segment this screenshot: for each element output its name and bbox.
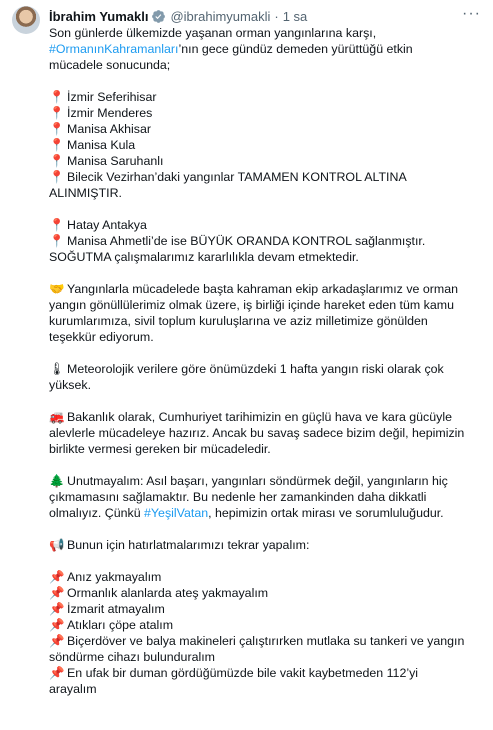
- rules-list: [49, 569, 485, 697]
- list-item-continuation: söndürme cihazı bulunduralım: [49, 650, 215, 664]
- list-item-text: Manisa Saruhanlı: [67, 154, 164, 168]
- list-item-text: Biçerdöver ve balya makineleri çalıştırırken mutlaka su tankeri ve yangın: [67, 634, 465, 648]
- handshake-icon: 🤝: [49, 282, 65, 296]
- list-item: [49, 89, 485, 105]
- intro-paragraph: [49, 25, 485, 73]
- tweet-text: [49, 25, 485, 697]
- reminder-paragraph: [49, 537, 485, 553]
- intro-line: Son günlerde ülkemizde yaşanan orman yangınlarına karşı,: [49, 26, 377, 40]
- reminder-line: [49, 537, 485, 553]
- ministry-line: birlikte vermesi gereken bir mücadeledir.: [49, 442, 271, 456]
- list-item: [49, 169, 485, 185]
- thanks-line: yangın gönüllülerimiz olmak üzere, iş birliği içinde hareket eden tüm kamu: [49, 298, 454, 312]
- thanks-line: kurumlarımıza, sivil toplum kuruluşlarına ve aziz milletimize gönülden: [49, 314, 428, 328]
- megaphone-icon: 📢: [49, 538, 65, 552]
- forecast-line: yüksek.: [49, 378, 92, 392]
- ministry-line: [49, 409, 485, 425]
- pushpin-icon: 📌: [49, 602, 65, 616]
- thanks-line: [49, 281, 485, 297]
- list-item-text: İzmir Seferihisar: [67, 90, 157, 104]
- author-avatar[interactable]: [12, 6, 40, 34]
- list-item-text: Bilecik Vezirhan’daki yangınlar TAMAMEN KONTROL ALTINA: [67, 170, 407, 184]
- ministry-text: Bakanlık olarak, Cumhuriyet tarihimizin en güçlü hava ve kara gücüyle: [67, 410, 452, 424]
- forecast-text: Meteorolojik verilere göre önümüzdeki 1 hafta yangın riski olarak çok: [67, 362, 444, 376]
- thermometer-icon: 🌡: [49, 362, 65, 376]
- thanks-paragraph: [49, 281, 485, 345]
- tweet-timestamp[interactable]: 1 sa: [282, 8, 308, 24]
- list-item: [49, 601, 485, 617]
- reminder-text: Bunun için hatırlatmalarımızı tekrar yapalım:: [67, 538, 310, 552]
- list-item: [49, 233, 485, 249]
- list-item: [49, 633, 485, 649]
- pin-icon: 📍: [49, 170, 65, 184]
- list-item: [49, 137, 485, 153]
- largely-controlled-list: [49, 217, 485, 265]
- list-item-text: İzmir Menderes: [67, 106, 153, 120]
- list-item: [49, 585, 485, 601]
- more-options-icon[interactable]: ···: [462, 5, 481, 22]
- pushpin-icon: 📌: [49, 618, 65, 632]
- remember-text: olmalıyız. Çünkü: [49, 506, 145, 520]
- list-item-continuation: arayalım: [49, 682, 97, 696]
- thanks-text: Yangınlarla mücadelede başta kahraman ekip arkadaşlarımız ve orman: [67, 282, 458, 296]
- list-item-text: Hatay Antakya: [67, 218, 147, 232]
- pin-icon: 📍: [49, 234, 65, 248]
- ministry-paragraph: [49, 409, 485, 457]
- pushpin-icon: 📌: [49, 586, 65, 600]
- verified-badge-icon: [151, 9, 166, 24]
- pin-icon: 📍: [49, 138, 65, 152]
- pin-icon: 📍: [49, 154, 65, 168]
- author-name[interactable]: İbrahim Yumaklı: [49, 8, 149, 24]
- hashtag-link-yesilvatan[interactable]: #YeşilVatan: [144, 506, 209, 520]
- list-item-text: Anız yakmayalım: [67, 570, 162, 584]
- remember-line: [49, 505, 485, 521]
- author-handle[interactable]: @ibrahimyumakli: [170, 8, 271, 24]
- list-item: [49, 665, 485, 681]
- pushpin-icon: 📌: [49, 634, 65, 648]
- forecast-line: [49, 361, 485, 377]
- fire-engine-icon: 🚒: [49, 410, 65, 424]
- remember-text: Unutmayalım: Asıl başarı, yangınları söndürmek değil, yangınların hiç: [67, 474, 448, 488]
- list-item-text: Manisa Akhisar: [67, 122, 152, 136]
- tree-icon: 🌲: [49, 474, 65, 488]
- list-item: [49, 217, 485, 233]
- pushpin-icon: 📌: [49, 666, 65, 680]
- pin-icon: 📍: [49, 218, 65, 232]
- list-item: [49, 617, 485, 633]
- list-item: [49, 153, 485, 169]
- intro-line-rest: ’nın gece gündüz demeden yürüttüğü etkin: [178, 42, 413, 56]
- list-item: [49, 121, 485, 137]
- remember-paragraph: [49, 473, 485, 521]
- cooling-line: SOĞUTMA çalışmalarımız kararlılıkla devam etmektedir.: [49, 250, 359, 264]
- tweet-header: [49, 7, 481, 25]
- list-item-text: Atıkları çöpe atalım: [67, 618, 174, 632]
- separator-dot: ·: [274, 8, 279, 24]
- forecast-paragraph: [49, 361, 485, 393]
- remember-line: çıkmamasını sağlamaktır. Bu nedenle her zamankinden daha dikkatli: [49, 490, 427, 504]
- remember-text: , hepimizin ortak mirası ve sorumluluğudur.: [208, 506, 444, 520]
- list-item-text: İzmarit atmayalım: [67, 602, 165, 616]
- list-item: [49, 569, 485, 585]
- pin-icon: 📍: [49, 106, 65, 120]
- list-item-continuation: ALINMIŞTIR.: [49, 186, 122, 200]
- list-item-text: Ormanlık alanlarda ateş yakmayalım: [67, 586, 269, 600]
- hashtag-link-orman[interactable]: #OrmanınKahramanları: [49, 42, 179, 56]
- controlled-list: [49, 89, 485, 201]
- remember-line: [49, 473, 485, 489]
- pin-icon: 📍: [49, 90, 65, 104]
- pin-icon: 📍: [49, 122, 65, 136]
- ministry-line: alevlerle mücadeleye hazırız. Ancak bu savaş sadece bizim değil, hepimizin: [49, 426, 465, 440]
- list-item-text: Manisa Kula: [67, 138, 136, 152]
- intro-line: [49, 41, 485, 57]
- list-item-text: En ufak bir duman gördüğümüzde bile vakit kaybetmeden 112’yi: [67, 666, 419, 680]
- intro-line: mücadele sonucunda;: [49, 58, 171, 72]
- thanks-line: teşekkür ediyorum.: [49, 330, 154, 344]
- list-item-text: Manisa Ahmetli’de ise BÜYÜK ORANDA KONTROL sağlanmıştır.: [67, 234, 426, 248]
- pushpin-icon: 📌: [49, 570, 65, 584]
- list-item: [49, 105, 485, 121]
